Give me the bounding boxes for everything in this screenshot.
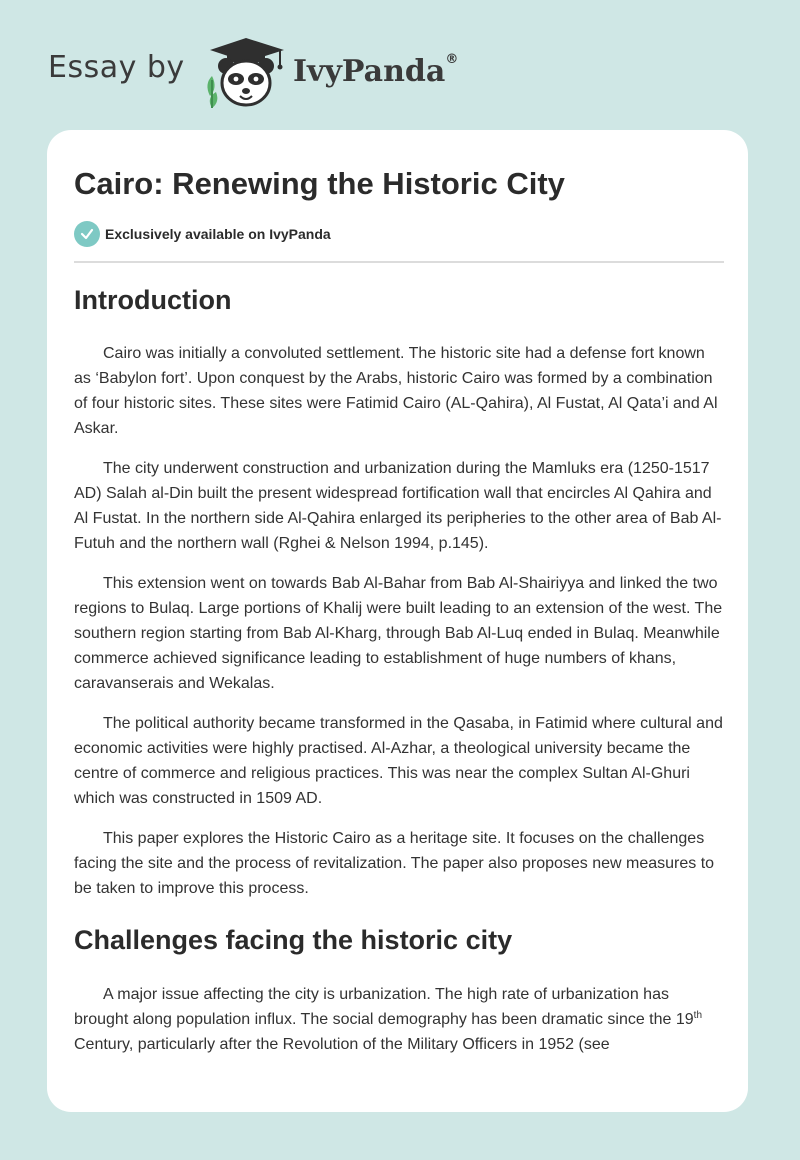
paragraph: The political authority became transformed in the Qasaba, in Fatimid where cultural and economic activities were highly practised. Al-Azhar, a theological university became the centre of commerce and religious practices. This was near the complex Sultan Al-Ghuri which was constructed in 1509 AD. bbox=[74, 715, 723, 807]
section-heading-introduction: Introduction bbox=[74, 285, 232, 315]
paragraph: Cairo was initially a convoluted settlement. The historic site had a defense fort known as ‘Babylon fort’. Upon conquest by the Arabs, historic Cairo was formed by a combination of four historic sites. These sites were Fatimid Cairo (AL-Qahira), Al Fustat, Al Qata’i and Al Askar. bbox=[74, 345, 718, 437]
section-heading-challenges: Challenges facing the historic city bbox=[74, 925, 513, 955]
exclusive-badge bbox=[74, 221, 331, 247]
essay-by-label: Essay by bbox=[48, 50, 185, 85]
essay-body bbox=[74, 282, 724, 1057]
panda-mascot-icon bbox=[200, 36, 292, 110]
essay-card bbox=[47, 130, 748, 1112]
paragraph: The city underwent construction and urbanization during the Mamluks era (1250-1517 AD) Salah al-Din built the present widespread fortification wall that encircles Al Qahira and Al Fustat. In the northern side Al-Qahira enlarged its peripheries to the other area of Bab Al-Futuh and the northern wall (Rghei & Nelson 1994, p.145). bbox=[74, 460, 722, 552]
page-title: Cairo: Renewing the Historic City bbox=[74, 166, 565, 201]
paragraph: This paper explores the Historic Cairo as a heritage site. It focuses on the challenges facing the site and the process of revitalization. The paper also proposes new measures to be taken to improve this process. bbox=[74, 830, 715, 897]
divider bbox=[74, 261, 724, 263]
site-header bbox=[0, 0, 800, 130]
badge-label: Exclusively available on IvyPanda bbox=[105, 226, 331, 242]
brand-logo-text[interactable]: IvyPanda® bbox=[293, 52, 459, 89]
paragraph: A major issue affecting the city is urbanization. The high rate of urbanization has brought along population influx. The social demography has been dramatic since the 19th Century, particularly after the Revolution of the Military Officers in 1952 (see bbox=[74, 986, 703, 1053]
paragraph: This extension went on towards Bab Al-Bahar from Bab Al-Shairiyya and linked the two regions to Bulaq. Large portions of Khalij were built leading to an extension of the west. The southern region starting from Bab Al-Kharg, through Bab Al-Luq ended in Bulaq. Meanwhile commerce achieved significance leading to establishment of huge numbers of khans, caravanserais and Wekalas. bbox=[74, 575, 723, 692]
checkmark-icon bbox=[74, 221, 100, 247]
